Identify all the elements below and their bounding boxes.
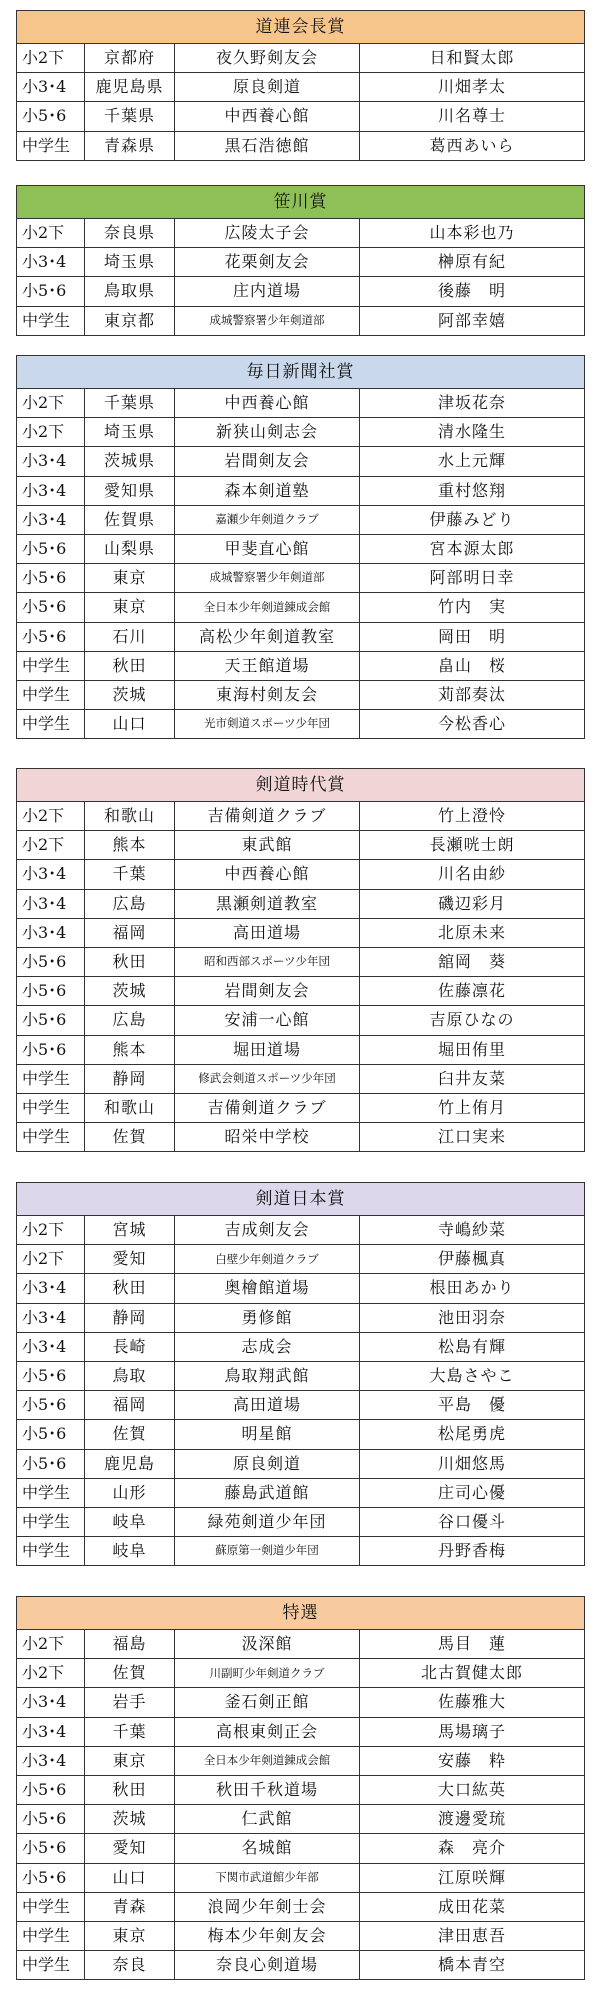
- table-row: [17, 593, 585, 622]
- table-row: [17, 131, 585, 160]
- grade-cell: 小3･4: [17, 1717, 85, 1746]
- award-table: [16, 10, 585, 161]
- prefecture-cell: 長崎: [85, 1332, 175, 1361]
- prefecture-cell: 鳥取県: [85, 277, 175, 306]
- table-row: [17, 44, 585, 73]
- dojo-cell: 仁武館: [175, 1805, 360, 1834]
- prefecture-cell: 東京: [85, 1746, 175, 1775]
- prefecture-cell: 鹿児島県: [85, 73, 175, 102]
- award-title: 特選: [17, 1597, 585, 1630]
- name-cell: 阿部明日幸: [360, 564, 585, 593]
- grade-cell: 中学生: [17, 1921, 85, 1950]
- name-cell: 山本彩也乃: [360, 219, 585, 248]
- dojo-cell: 天王館道場: [175, 651, 360, 680]
- dojo-cell: 名城館: [175, 1834, 360, 1863]
- grade-cell: 小3･4: [17, 860, 85, 889]
- name-cell: 苅部奏汰: [360, 680, 585, 709]
- table-row: [17, 1123, 585, 1152]
- table-row: [17, 918, 585, 947]
- table-row: [17, 1630, 585, 1659]
- name-cell: 川名由紗: [360, 860, 585, 889]
- dojo-cell: 中西養心館: [175, 860, 360, 889]
- grade-cell: 小3･4: [17, 1688, 85, 1717]
- name-cell: 大口紘英: [360, 1775, 585, 1804]
- prefecture-cell: 愛知県: [85, 476, 175, 505]
- award-title: 剣道時代賞: [17, 769, 585, 802]
- award-table: [16, 355, 585, 739]
- grade-cell: 小3･4: [17, 1746, 85, 1775]
- table-row: [17, 1951, 585, 1980]
- name-cell: 磯辺彩月: [360, 889, 585, 918]
- dojo-cell: 勇修館: [175, 1303, 360, 1332]
- table-row: [17, 831, 585, 860]
- prefecture-cell: 岐阜: [85, 1537, 175, 1566]
- table-row: [17, 1834, 585, 1863]
- prefecture-cell: 青森: [85, 1892, 175, 1921]
- name-cell: 清水隆生: [360, 418, 585, 447]
- name-cell: 川畑悠馬: [360, 1449, 585, 1478]
- table-row: [17, 505, 585, 534]
- table-row: [17, 418, 585, 447]
- grade-cell: 小5･6: [17, 102, 85, 131]
- grade-cell: 小2下: [17, 219, 85, 248]
- table-row: [17, 1746, 585, 1775]
- dojo-cell: 昭和西部スポーツ少年団: [175, 947, 360, 976]
- award-section: [16, 1182, 584, 1566]
- grade-cell: 小5･6: [17, 277, 85, 306]
- prefecture-cell: 静岡: [85, 1064, 175, 1093]
- dojo-cell: 東武館: [175, 831, 360, 860]
- prefecture-cell: 佐賀: [85, 1123, 175, 1152]
- prefecture-cell: 秋田: [85, 651, 175, 680]
- table-row: [17, 1420, 585, 1449]
- prefecture-cell: 岩手: [85, 1688, 175, 1717]
- table-row: [17, 1805, 585, 1834]
- prefecture-cell: 東京都: [85, 306, 175, 335]
- table-row: [17, 622, 585, 651]
- grade-cell: 小5･6: [17, 1449, 85, 1478]
- table-row: [17, 802, 585, 831]
- dojo-cell: 釜石剣正館: [175, 1688, 360, 1717]
- grade-cell: 中学生: [17, 1123, 85, 1152]
- dojo-cell: 森本剣道塾: [175, 476, 360, 505]
- name-cell: 竹上澄怜: [360, 802, 585, 831]
- prefecture-cell: 茨城: [85, 977, 175, 1006]
- name-cell: 平島 優: [360, 1391, 585, 1420]
- prefecture-cell: 千葉: [85, 860, 175, 889]
- grade-cell: 小5･6: [17, 622, 85, 651]
- prefecture-cell: 山口: [85, 1863, 175, 1892]
- dojo-cell: 原良剣道: [175, 73, 360, 102]
- award-section: [16, 185, 584, 336]
- prefecture-cell: 福岡: [85, 918, 175, 947]
- name-cell: 阿部幸嬉: [360, 306, 585, 335]
- grade-cell: 小5･6: [17, 1420, 85, 1449]
- grade-cell: 小2下: [17, 44, 85, 73]
- dojo-cell: 梅本少年剣友会: [175, 1921, 360, 1950]
- grade-cell: 中学生: [17, 1478, 85, 1507]
- grade-cell: 小2下: [17, 831, 85, 860]
- grade-cell: 中学生: [17, 680, 85, 709]
- table-row: [17, 1332, 585, 1361]
- table-row: [17, 947, 585, 976]
- dojo-cell: 鳥取翔武館: [175, 1361, 360, 1390]
- dojo-cell: 新狭山剣志会: [175, 418, 360, 447]
- grade-cell: 小3･4: [17, 476, 85, 505]
- dojo-cell: 岩間剣友会: [175, 977, 360, 1006]
- award-section: [16, 768, 584, 1152]
- name-cell: 安藤 粋: [360, 1746, 585, 1775]
- prefecture-cell: 熊本: [85, 831, 175, 860]
- award-section: [16, 1596, 584, 1980]
- dojo-cell: 中西養心館: [175, 102, 360, 131]
- grade-cell: 中学生: [17, 1064, 85, 1093]
- grade-cell: 小3･4: [17, 73, 85, 102]
- prefecture-cell: 広島: [85, 1006, 175, 1035]
- grade-cell: 小5･6: [17, 534, 85, 563]
- name-cell: 後藤 明: [360, 277, 585, 306]
- name-cell: 谷口優斗: [360, 1507, 585, 1536]
- grade-cell: 小5･6: [17, 564, 85, 593]
- prefecture-cell: 奈良: [85, 1951, 175, 1980]
- prefecture-cell: 茨城: [85, 1805, 175, 1834]
- name-cell: 津坂花奈: [360, 389, 585, 418]
- name-cell: 川名尊士: [360, 102, 585, 131]
- award-title: 剣道日本賞: [17, 1183, 585, 1216]
- name-cell: 伊藤楓真: [360, 1245, 585, 1274]
- name-cell: 宮本源太郎: [360, 534, 585, 563]
- prefecture-cell: 佐賀: [85, 1659, 175, 1688]
- dojo-cell: 庄内道場: [175, 277, 360, 306]
- dojo-cell: 成城警察署少年剣道部: [175, 306, 360, 335]
- grade-cell: 小3･4: [17, 447, 85, 476]
- table-row: [17, 1775, 585, 1804]
- grade-cell: 小2下: [17, 418, 85, 447]
- table-row: [17, 889, 585, 918]
- prefecture-cell: 愛知: [85, 1245, 175, 1274]
- dojo-cell: 奈良心剣道場: [175, 1951, 360, 1980]
- name-cell: 北古賀健太郎: [360, 1659, 585, 1688]
- name-cell: 成田花菜: [360, 1892, 585, 1921]
- table-row: [17, 710, 585, 739]
- prefecture-cell: 広島: [85, 889, 175, 918]
- award-title: 道連会長賞: [17, 11, 585, 44]
- prefecture-cell: 東京: [85, 564, 175, 593]
- grade-cell: 中学生: [17, 1537, 85, 1566]
- grade-cell: 中学生: [17, 651, 85, 680]
- table-row: [17, 1659, 585, 1688]
- grade-cell: 小2下: [17, 1630, 85, 1659]
- table-row: [17, 1863, 585, 1892]
- prefecture-cell: 石川: [85, 622, 175, 651]
- dojo-cell: 緑苑剣道少年団: [175, 1507, 360, 1536]
- prefecture-cell: 佐賀: [85, 1420, 175, 1449]
- dojo-cell: 藤島武道館: [175, 1478, 360, 1507]
- grade-cell: 小5･6: [17, 1805, 85, 1834]
- table-row: [17, 1449, 585, 1478]
- award-table: [16, 185, 585, 336]
- dojo-cell: 夜久野剣友会: [175, 44, 360, 73]
- table-row: [17, 1361, 585, 1390]
- table-row: [17, 1921, 585, 1950]
- dojo-cell: 高田道場: [175, 918, 360, 947]
- table-row: [17, 1892, 585, 1921]
- award-table: [16, 768, 585, 1152]
- name-cell: 長瀬咣士朗: [360, 831, 585, 860]
- name-cell: 北原未来: [360, 918, 585, 947]
- name-cell: 岡田 明: [360, 622, 585, 651]
- prefecture-cell: 青森県: [85, 131, 175, 160]
- name-cell: 渡邊愛琉: [360, 1805, 585, 1834]
- table-row: [17, 447, 585, 476]
- prefecture-cell: 岐阜: [85, 1507, 175, 1536]
- dojo-cell: 秋田千秋道場: [175, 1775, 360, 1804]
- prefecture-cell: 東京: [85, 593, 175, 622]
- dojo-cell: 高田道場: [175, 1391, 360, 1420]
- grade-cell: 小5･6: [17, 977, 85, 1006]
- grade-cell: 中学生: [17, 1951, 85, 1980]
- dojo-cell: 志成会: [175, 1332, 360, 1361]
- award-title: 笹川賞: [17, 186, 585, 219]
- table-row: [17, 651, 585, 680]
- dojo-cell: 全日本少年剣道錬成会館: [175, 593, 360, 622]
- name-cell: 江口実来: [360, 1123, 585, 1152]
- name-cell: 水上元輝: [360, 447, 585, 476]
- grade-cell: 中学生: [17, 306, 85, 335]
- prefecture-cell: 千葉県: [85, 102, 175, 131]
- name-cell: 江原咲輝: [360, 1863, 585, 1892]
- name-cell: 舘岡 葵: [360, 947, 585, 976]
- table-row: [17, 1274, 585, 1303]
- grade-cell: 中学生: [17, 1093, 85, 1122]
- table-row: [17, 1035, 585, 1064]
- prefecture-cell: 山梨県: [85, 534, 175, 563]
- dojo-cell: 黒石浩徳館: [175, 131, 360, 160]
- table-row: [17, 1093, 585, 1122]
- grade-cell: 小3･4: [17, 505, 85, 534]
- dojo-cell: 甲斐直心館: [175, 534, 360, 563]
- dojo-cell: 吉備剣道クラブ: [175, 802, 360, 831]
- prefecture-cell: 秋田: [85, 947, 175, 976]
- dojo-cell: 昭栄中学校: [175, 1123, 360, 1152]
- table-row: [17, 1391, 585, 1420]
- prefecture-cell: 山口: [85, 710, 175, 739]
- prefecture-cell: 山形: [85, 1478, 175, 1507]
- prefecture-cell: 埼玉県: [85, 418, 175, 447]
- award-section: [16, 10, 584, 161]
- dojo-cell: 安浦一心館: [175, 1006, 360, 1035]
- grade-cell: 小5･6: [17, 1361, 85, 1390]
- prefecture-cell: 熊本: [85, 1035, 175, 1064]
- award-section: [16, 355, 584, 739]
- name-cell: 今松香心: [360, 710, 585, 739]
- table-row: [17, 1216, 585, 1245]
- prefecture-cell: 静岡: [85, 1303, 175, 1332]
- prefecture-cell: 秋田: [85, 1775, 175, 1804]
- grade-cell: 小5･6: [17, 947, 85, 976]
- name-cell: 大島さやこ: [360, 1361, 585, 1390]
- dojo-cell: 吉備剣道クラブ: [175, 1093, 360, 1122]
- table-row: [17, 1245, 585, 1274]
- table-row: [17, 680, 585, 709]
- name-cell: 庄司心優: [360, 1478, 585, 1507]
- table-row: [17, 564, 585, 593]
- name-cell: 竹上侑月: [360, 1093, 585, 1122]
- table-row: [17, 1303, 585, 1332]
- grade-cell: 小3･4: [17, 248, 85, 277]
- name-cell: 伊藤みどり: [360, 505, 585, 534]
- award-table: [16, 1596, 585, 1980]
- name-cell: 畠山 桜: [360, 651, 585, 680]
- prefecture-cell: 福島: [85, 1630, 175, 1659]
- name-cell: 佐藤凛花: [360, 977, 585, 1006]
- name-cell: 葛西あいら: [360, 131, 585, 160]
- table-row: [17, 1064, 585, 1093]
- dojo-cell: 奥檜館道場: [175, 1274, 360, 1303]
- name-cell: 重村悠翔: [360, 476, 585, 505]
- grade-cell: 小2下: [17, 1245, 85, 1274]
- dojo-cell: 広陵太子会: [175, 219, 360, 248]
- table-row: [17, 306, 585, 335]
- prefecture-cell: 茨城: [85, 680, 175, 709]
- grade-cell: 小2下: [17, 802, 85, 831]
- dojo-cell: 修武会剣道スポーツ少年団: [175, 1064, 360, 1093]
- grade-cell: 小3･4: [17, 918, 85, 947]
- grade-cell: 小5･6: [17, 1775, 85, 1804]
- name-cell: 佐藤雅大: [360, 1688, 585, 1717]
- dojo-cell: 高根東剣正会: [175, 1717, 360, 1746]
- dojo-cell: 白壁少年剣道クラブ: [175, 1245, 360, 1274]
- table-row: [17, 1006, 585, 1035]
- table-row: [17, 219, 585, 248]
- prefecture-cell: 佐賀県: [85, 505, 175, 534]
- dojo-cell: 全日本少年剣道錬成会館: [175, 1746, 360, 1775]
- grade-cell: 小5･6: [17, 1834, 85, 1863]
- prefecture-cell: 鳥取: [85, 1361, 175, 1390]
- grade-cell: 小3･4: [17, 1332, 85, 1361]
- grade-cell: 小5･6: [17, 1035, 85, 1064]
- grade-cell: 小3･4: [17, 1274, 85, 1303]
- table-row: [17, 534, 585, 563]
- prefecture-cell: 秋田: [85, 1274, 175, 1303]
- prefecture-cell: 和歌山: [85, 1093, 175, 1122]
- dojo-cell: 浪岡少年剣士会: [175, 1892, 360, 1921]
- dojo-cell: 岩間剣友会: [175, 447, 360, 476]
- table-row: [17, 860, 585, 889]
- table-row: [17, 1537, 585, 1566]
- dojo-cell: 汲深館: [175, 1630, 360, 1659]
- grade-cell: 小2下: [17, 1659, 85, 1688]
- name-cell: 馬目 蓮: [360, 1630, 585, 1659]
- name-cell: 丹野香梅: [360, 1537, 585, 1566]
- table-row: [17, 977, 585, 1006]
- table-row: [17, 389, 585, 418]
- grade-cell: 中学生: [17, 131, 85, 160]
- dojo-cell: 下関市武道館少年部: [175, 1863, 360, 1892]
- name-cell: 森 亮介: [360, 1834, 585, 1863]
- dojo-cell: 成城警察署少年剣道部: [175, 564, 360, 593]
- grade-cell: 小3･4: [17, 889, 85, 918]
- table-row: [17, 248, 585, 277]
- name-cell: 川畑孝太: [360, 73, 585, 102]
- prefecture-cell: 奈良県: [85, 219, 175, 248]
- dojo-cell: 光市剣道スポーツ少年団: [175, 710, 360, 739]
- prefecture-cell: 埼玉県: [85, 248, 175, 277]
- name-cell: 日和賢太郎: [360, 44, 585, 73]
- prefecture-cell: 茨城県: [85, 447, 175, 476]
- table-row: [17, 1507, 585, 1536]
- dojo-cell: 原良剣道: [175, 1449, 360, 1478]
- award-title: 毎日新聞社賞: [17, 356, 585, 389]
- name-cell: 吉原ひなの: [360, 1006, 585, 1035]
- name-cell: 臼井友菜: [360, 1064, 585, 1093]
- prefecture-cell: 千葉県: [85, 389, 175, 418]
- table-row: [17, 73, 585, 102]
- dojo-cell: 中西養心館: [175, 389, 360, 418]
- table-row: [17, 102, 585, 131]
- name-cell: 竹内 実: [360, 593, 585, 622]
- grade-cell: 小2下: [17, 1216, 85, 1245]
- dojo-cell: 川副町少年剣道クラブ: [175, 1659, 360, 1688]
- dojo-cell: 明星館: [175, 1420, 360, 1449]
- prefecture-cell: 鹿児島: [85, 1449, 175, 1478]
- prefecture-cell: 東京: [85, 1921, 175, 1950]
- table-row: [17, 1688, 585, 1717]
- dojo-cell: 嘉瀬少年剣道クラブ: [175, 505, 360, 534]
- dojo-cell: 花栗剣友会: [175, 248, 360, 277]
- table-row: [17, 1717, 585, 1746]
- name-cell: 津田恵吾: [360, 1921, 585, 1950]
- grade-cell: 小5･6: [17, 1391, 85, 1420]
- name-cell: 橋本青空: [360, 1951, 585, 1980]
- table-row: [17, 277, 585, 306]
- dojo-cell: 吉成剣友会: [175, 1216, 360, 1245]
- prefecture-cell: 京都府: [85, 44, 175, 73]
- name-cell: 馬場璃子: [360, 1717, 585, 1746]
- prefecture-cell: 福岡: [85, 1391, 175, 1420]
- name-cell: 池田羽奈: [360, 1303, 585, 1332]
- prefecture-cell: 宮城: [85, 1216, 175, 1245]
- dojo-cell: 東海村剣友会: [175, 680, 360, 709]
- table-row: [17, 1478, 585, 1507]
- grade-cell: 小2下: [17, 389, 85, 418]
- name-cell: 松島有輝: [360, 1332, 585, 1361]
- table-row: [17, 476, 585, 505]
- grade-cell: 小5･6: [17, 593, 85, 622]
- prefecture-cell: 千葉: [85, 1717, 175, 1746]
- dojo-cell: 高松少年剣道教室: [175, 622, 360, 651]
- name-cell: 榊原有紀: [360, 248, 585, 277]
- grade-cell: 中学生: [17, 710, 85, 739]
- grade-cell: 中学生: [17, 1507, 85, 1536]
- name-cell: 松尾勇虎: [360, 1420, 585, 1449]
- name-cell: 堀田侑里: [360, 1035, 585, 1064]
- name-cell: 根田あかり: [360, 1274, 585, 1303]
- grade-cell: 中学生: [17, 1892, 85, 1921]
- dojo-cell: 蘇原第一剣道少年団: [175, 1537, 360, 1566]
- prefecture-cell: 和歌山: [85, 802, 175, 831]
- award-table: [16, 1182, 585, 1566]
- dojo-cell: 黒瀬剣道教室: [175, 889, 360, 918]
- prefecture-cell: 愛知: [85, 1834, 175, 1863]
- grade-cell: 小5･6: [17, 1006, 85, 1035]
- grade-cell: 小5･6: [17, 1863, 85, 1892]
- name-cell: 寺嶋紗菜: [360, 1216, 585, 1245]
- dojo-cell: 堀田道場: [175, 1035, 360, 1064]
- grade-cell: 小3･4: [17, 1303, 85, 1332]
